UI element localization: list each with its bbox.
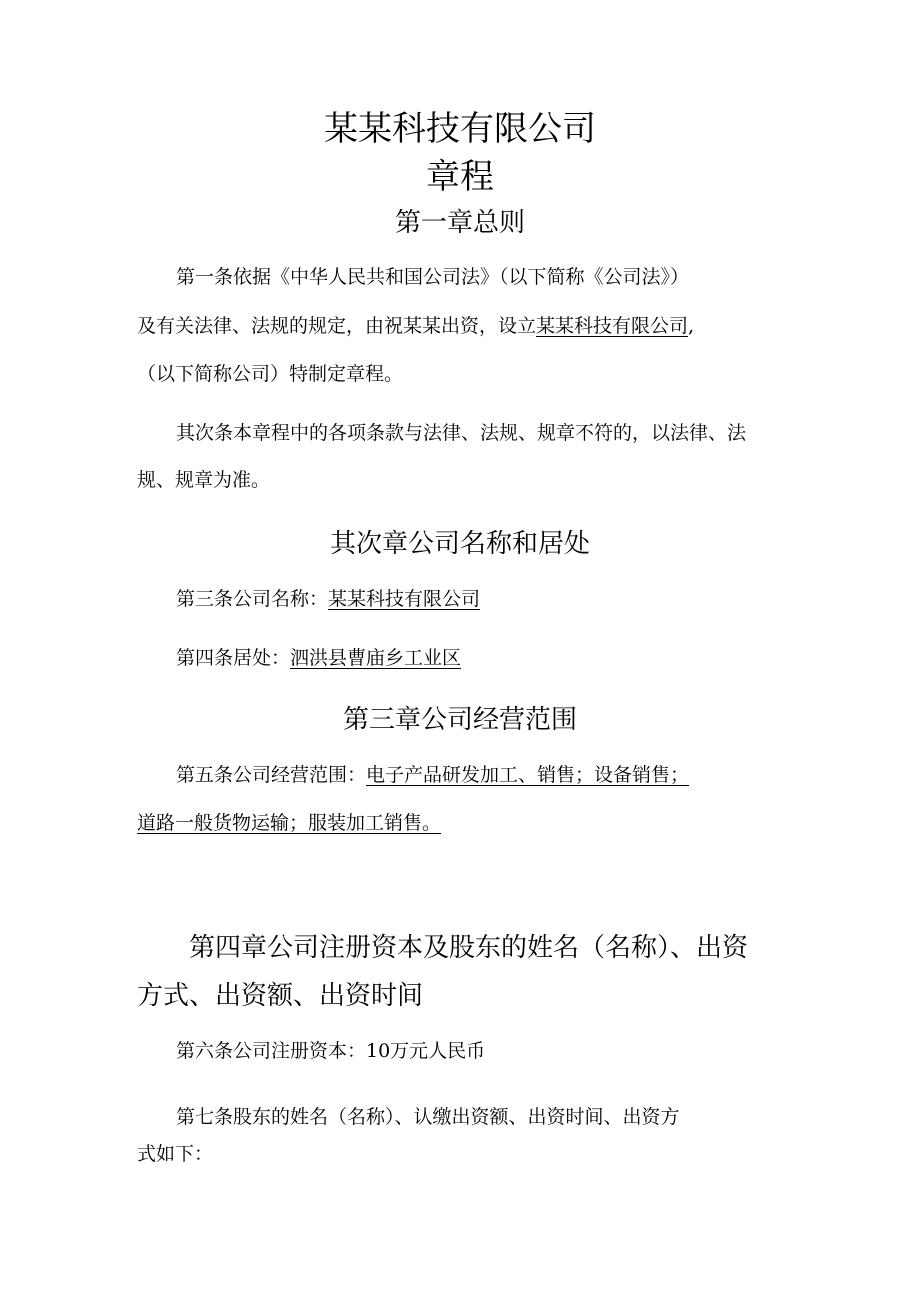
- article1-company-name: 某某科技有限公司: [536, 315, 689, 337]
- article4: [176, 643, 461, 673]
- chapter3-heading: 第三章公司经营范围: [342, 705, 577, 735]
- article2-line2: 规、规章为准。: [137, 469, 271, 491]
- article7-line2: 式如下：: [137, 1143, 214, 1165]
- article5-line1: [176, 760, 689, 790]
- article1-text: 及有关法律、法规的规定，由祝某某出资，设立: [137, 315, 537, 337]
- article1-line1: 第一条依据《中华人民共和国公司法》（以下简称《公司法》）: [176, 266, 690, 288]
- article5-line2: [137, 808, 441, 838]
- article3-label: 第三条公司名称：: [176, 588, 329, 610]
- document-title-company: 某某科技有限公司: [324, 109, 596, 149]
- article1-line2: [137, 311, 694, 341]
- article5-scope-line2: 道路一般货物运输；服装加工销售。: [137, 812, 442, 834]
- article3-company-name: 某某科技有限公司: [328, 588, 481, 610]
- article3: [176, 584, 480, 614]
- article1-comma: ,: [688, 315, 695, 337]
- article7-line1: 第七条股东的姓名（名称）、认缴出资额、出资时间、出资方: [176, 1106, 680, 1128]
- document-title: 章程: [426, 157, 494, 197]
- article6: 第六条公司注册资本：10万元人民币: [176, 1040, 486, 1062]
- chapter4-heading-line2: 方式、出资额、出资时间: [137, 981, 424, 1011]
- article2-line1: 其次条本章程中的各项条款与法律、法规、规章不符的，以法律、法: [176, 422, 747, 444]
- article5-scope-line1: 电子产品研发加工、销售；设备销售；: [366, 764, 690, 786]
- article4-label: 第四条居处：: [176, 647, 291, 669]
- chapter4-heading-line1: 第四章公司注册资本及股东的姓名（名称）、出资: [189, 933, 749, 963]
- article5-label: 第五条公司经营范围：: [176, 764, 367, 786]
- chapter2-heading: 其次章公司名称和居处: [329, 529, 590, 559]
- chapter1-heading: 第一章总则: [394, 208, 525, 238]
- article1-line3: （以下简称公司）特制定章程。: [137, 363, 404, 385]
- article4-address: 泗洪县曹庙乡工业区: [290, 647, 462, 669]
